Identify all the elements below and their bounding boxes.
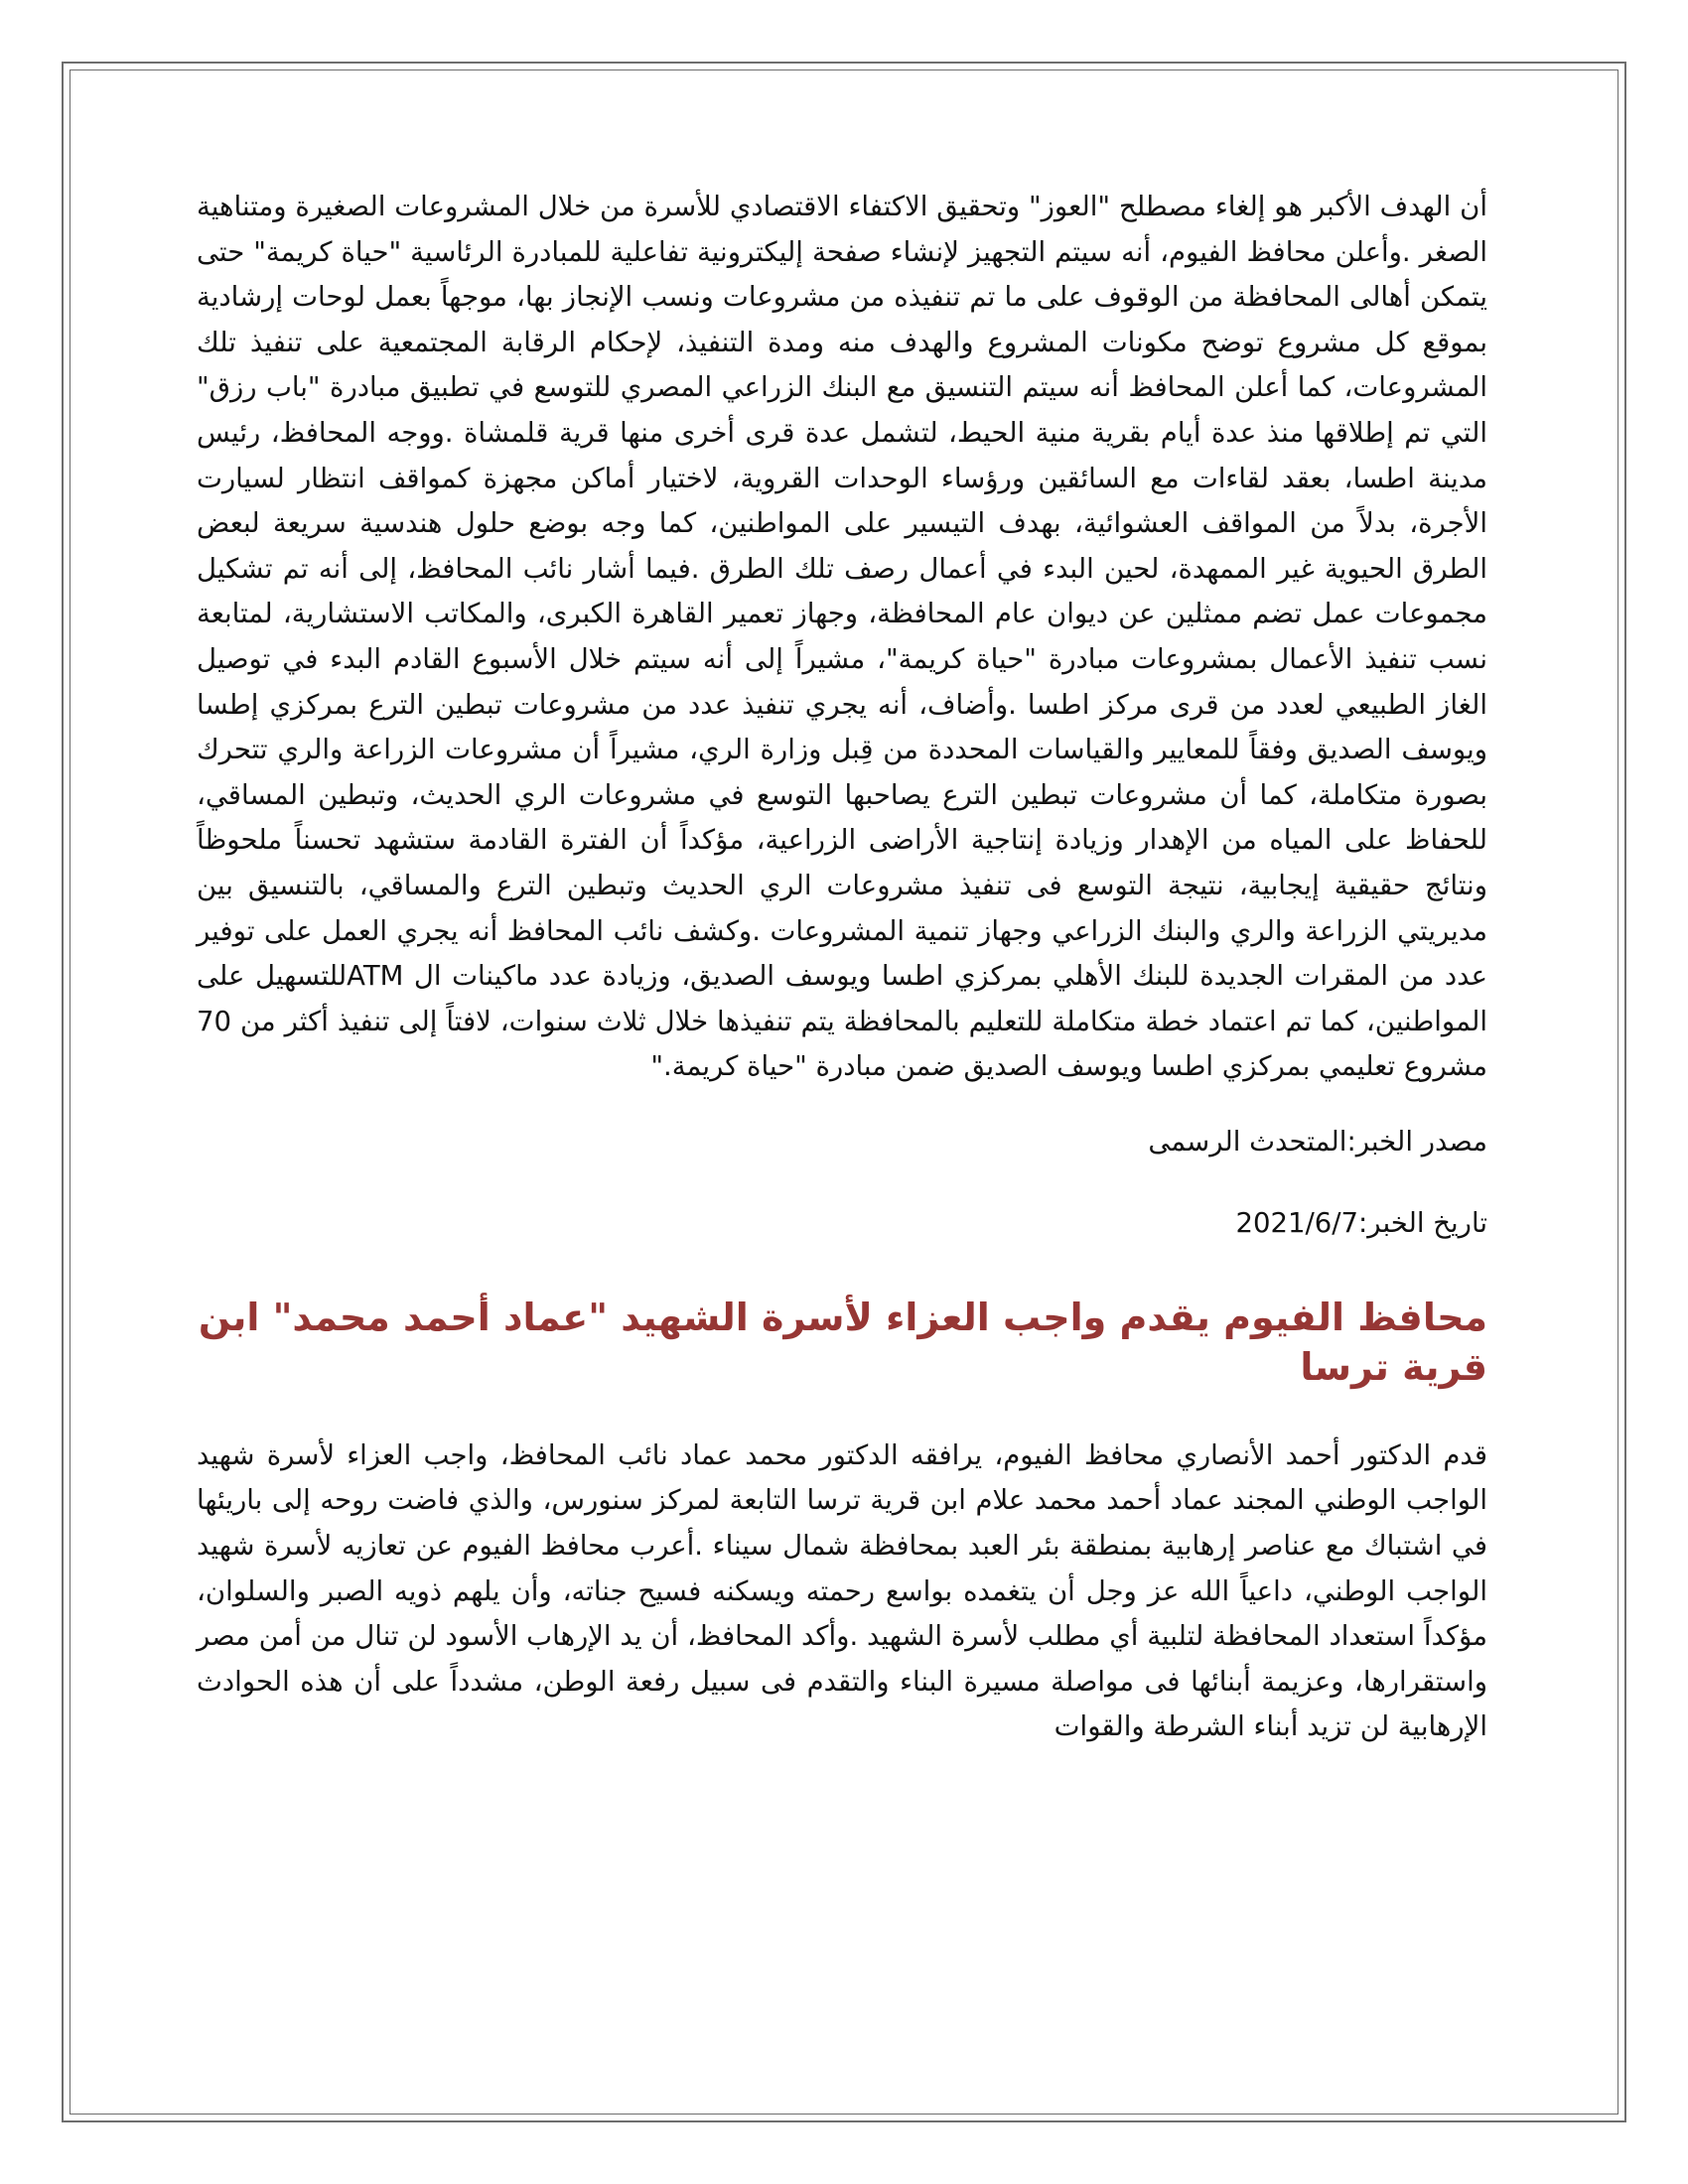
article-body-2: قدم الدكتور أحمد الأنصاري محافظ الفيوم، يرافقه الدكتور محمد عماد نائب المحافظ، واجب العزاء لأسرة شهيد الواجب الوطني المجند عماد أحمد محمد علام ابن قرية ترسا التابعة لمركز سنورس، والذي فاضت روحه إلى باريئها في اشتباك مع عناصر إرهابية بمنطقة بئر العبد بمحافظة شمال سيناء .أعرب محافظ الفيوم عن تعازيه لأسرة شهيد الواجب الوطني، داعياً الله عز وجل أن يتغمده بواسع رحمته ويسكنه فسيح جناته، وأن يلهم ذويه الصبر والسلوان، مؤكداً استعداد المحافظة لتلبية أي مطلب لأسرة الشهيد .وأكد المحافظ، أن يد الإرهاب الأسود لن تنال من أمن مصر واستقرارها، وعزيمة أبنائها فى مواصلة مسيرة البناء والتقدم فى سبيل رفعة الوطن، مشدداً على أن هذه الحوادث الإرهابية لن تزيد أبناء الشرطة والقوات <box>197 1438 1487 1743</box>
article-body: أن الهدف الأكبر هو إلغاء مصطلح "العوز" وتحقيق الاكتفاء الاقتصادي للأسرة من خلال المشروعات الصغيرة ومتناهية الصغر .وأعلن محافظ الفيوم، أنه سيتم التجهيز لإنشاء صفحة إليكترونية تفاعلية للمبادرة الرئاسية "حياة كريمة" حتى يتمكن أهالى المحافظة من الوقوف على ما تم تنفيذه من مشروعات ونسب الإنجاز بها، موجهاً بعمل لوحات إرشادية بموقع كل مشروع توضح مكونات المشروع والهدف منه ومدة التنفيذ، لإحكام الرقابة المجتمعية على تنفيذ تلك المشروعات، كما أعلن المحافظ أنه سيتم التنسيق مع البنك الزراعي المصري للتوسع في تطبيق مبادرة "باب رزق" التي تم إطلاقها منذ عدة أيام بقرية منية الحيط، لتشمل عدة قرى أخرى منها قرية قلمشاة .ووجه المحافظ، رئيس مدينة اطسا، بعقد لقاءات مع السائقين ورؤساء الوحدات القروية، لاختيار أماكن مجهزة كمواقف انتظار لسيارت الأجرة، بدلاً من المواقف العشوائية، بهدف التيسير على المواطنين، كما وجه بوضع حلول هندسية سريعة لبعض الطرق الحيوية غير الممهدة، لحين البدء في أعمال رصف تلك الطرق .فيما أشار نائب المحافظ، إلى أنه تم تشكيل مجموعات عمل تضم ممثلين عن ديوان عام المحافظة، وجهاز تعمير القاهرة الكبرى، والمكاتب الاستشارية، لمتابعة نسب تنفيذ الأعمال بمشروعات مبادرة "حياة كريمة"، مشيراً إلى أنه سيتم خلال الأسبوع القادم البدء في توصيل الغاز الطبيعي لعدد من قرى مركز اطسا .وأضاف، أنه يجري تنفيذ عدد من مشروعات تبطين الترع بمركزي إطسا ويوسف الصديق وفقاً للمعايير والقياسات المحددة من قِبل وزارة الري، مشيراً أن مشروعات الزراعة والري تتحرك بصورة متكاملة، كما أن مشروعات تبطين الترع يصاحبها التوسع في مشروعات الري الحديث، وتبطين المساقي، للحفاظ على المياه من الإهدار وزيادة إنتاجية الأراضى الزراعية، مؤكداً أن الفترة القادمة ستشهد تحسناً ملحوظاً ونتائج حقيقية إيجابية، نتيجة التوسع فى تنفيذ مشروعات الري الحديث وتبطين الترع والمساقي، بالتنسيق بين مديريتي الزراعة والري والبنك الزراعي وجهاز تنمية المشروعات .وكشف نائب المحافظ أنه يجري العمل على توفير عدد من المقرات الجديدة للبنك الأهلي بمركزي اطسا ويوسف الصديق، وزيادة عدد ماكينات ال ATMللتسهيل على المواطنين، كما تم اعتماد خطة متكاملة للتعليم بالمحافظة يتم تنفيذها خلال ثلاث سنوات، لافتاً إلى تنفيذ أكثر من 70 مشروع تعليمي بمركزي اطسا ويوسف الصديق ضمن مبادرة "حياة كريمة." <box>197 191 1487 1083</box>
document-content <box>197 185 1487 1750</box>
news-date: تاريخ الخبر:2021/6/7 <box>1235 1206 1487 1239</box>
article-headline: محافظ الفيوم يقدم واجب العزاء لأسرة الشهيد "عماد أحمد محمد" ابن قرية ترسا <box>198 1295 1487 1389</box>
news-source: مصدر الخبر:المتحدث الرسمى <box>1148 1125 1487 1158</box>
